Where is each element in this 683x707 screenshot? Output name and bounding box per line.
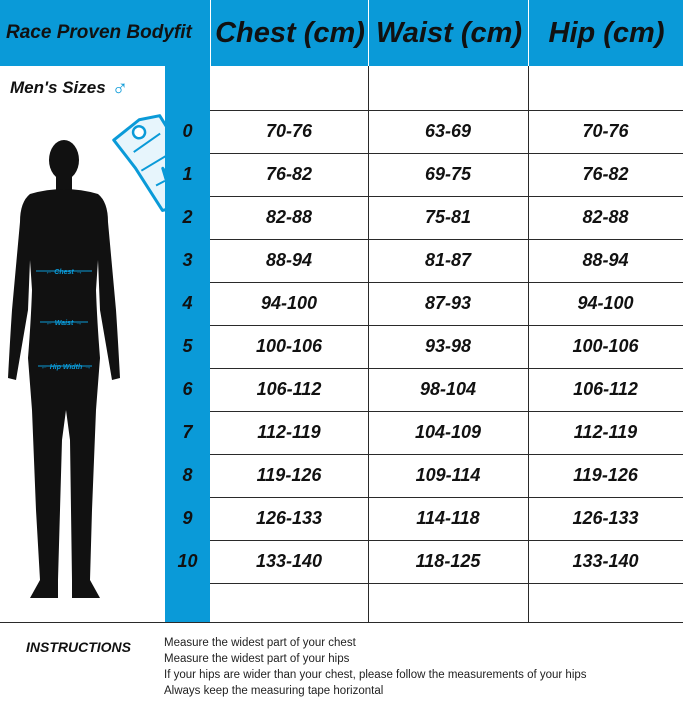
waist-cell: 109-114 — [415, 465, 481, 485]
size-cell: 4 — [182, 293, 193, 313]
size-cell: 8 — [182, 465, 193, 485]
chest-cell: 133-140 — [255, 551, 323, 571]
chest-cell: 106-112 — [256, 379, 322, 399]
chest-cell: 70-76 — [265, 121, 313, 141]
size-cell: 10 — [177, 551, 198, 571]
chest-cell: 100-106 — [255, 336, 323, 356]
chest-cell: 88-94 — [265, 250, 313, 270]
column-header-chest: Chest (cm) — [210, 0, 369, 66]
hip-cell: 133-140 — [572, 551, 639, 571]
hip-cell: 119-126 — [573, 465, 638, 485]
chest-cell: 82-88 — [265, 207, 313, 227]
size-cell: 2 — [182, 207, 193, 227]
hip-cell: 70-76 — [582, 121, 629, 141]
male-symbol-icon: ♂ — [111, 75, 129, 100]
size-cell: 9 — [182, 508, 193, 528]
hip-measure — [38, 364, 92, 371]
hip-cell: 112-119 — [573, 422, 638, 442]
instructions-divider — [0, 622, 683, 623]
column-header-waist: Waist (cm) — [368, 0, 529, 66]
chest-cell: 94-100 — [260, 293, 318, 313]
chest-cell: 76-82 — [265, 164, 313, 184]
size-cell: 5 — [182, 336, 193, 356]
chest-label: ← Chest → — [45, 269, 83, 276]
waist-cell: 69-75 — [424, 164, 472, 184]
waist-cell: 81-87 — [424, 250, 472, 270]
waist-cell: 118-125 — [415, 551, 481, 571]
waist-cell: 93-98 — [424, 336, 472, 356]
section-label — [0, 66, 165, 110]
hip-cell: 82-88 — [582, 207, 629, 227]
hip-cell: 94-100 — [577, 293, 634, 313]
hip-cell: 106-112 — [573, 379, 638, 399]
chest-cell: 119-126 — [256, 465, 322, 485]
waist-measure — [40, 320, 88, 327]
waist-label: ← Waist → — [45, 320, 83, 327]
instruction-item: If your hips are wider than your chest, please follow the measurements of your hips — [164, 669, 587, 681]
body-silhouette — [0, 110, 165, 622]
size-cell: 6 — [182, 379, 193, 399]
size-cell: 3 — [182, 250, 193, 270]
row-divider — [210, 583, 683, 584]
chest-cell: 112-119 — [257, 422, 321, 442]
size-cell: 0 — [182, 121, 193, 141]
hip-cell: 76-82 — [582, 164, 629, 184]
hip-cell: 100-106 — [572, 336, 639, 356]
section-label-text: Men's Sizes — [10, 78, 106, 97]
instruction-item: Measure the widest part of your chest — [164, 637, 356, 649]
waist-cell: 63-69 — [424, 121, 472, 141]
waist-cell: 75-81 — [424, 207, 472, 227]
chest-cell: 126-133 — [255, 508, 323, 528]
hip-label: ← Hip Width → — [40, 364, 92, 371]
waist-cell: 114-118 — [416, 508, 480, 528]
instruction-item: Always keep the measuring tape horizontal — [164, 685, 384, 697]
size-cell: 1 — [182, 164, 193, 184]
column-header-hip: Hip (cm) — [528, 0, 683, 66]
hip-cell: 126-133 — [572, 508, 639, 528]
suit-sketch-icon — [111, 110, 165, 218]
instructions-list — [164, 635, 587, 699]
hip-cell: 88-94 — [582, 250, 629, 270]
instruction-item: Measure the widest part of your hips — [164, 653, 350, 665]
brand-title: Race Proven Bodyfit — [0, 0, 210, 66]
waist-cell: 104-109 — [414, 422, 482, 442]
waist-cell: 87-93 — [424, 293, 472, 313]
instructions-title: INSTRUCTIONS — [26, 639, 131, 655]
size-cell: 7 — [182, 422, 193, 442]
waist-cell: 98-104 — [419, 379, 477, 399]
